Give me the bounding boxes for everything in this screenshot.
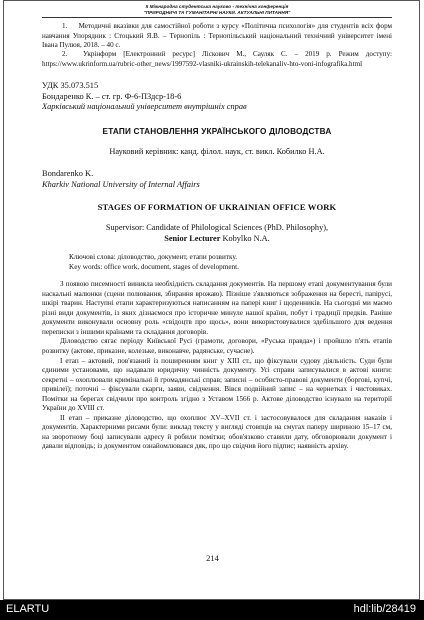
- supervisor-en-name: Kobylko N.A.: [220, 234, 270, 244]
- author-block-en: [42, 169, 392, 190]
- supervisor-ua: Науковий керівник: канд. філол. наук, ст. викл. Кобилко Н.А.: [109, 147, 325, 156]
- reference-number: 1.: [62, 22, 68, 31]
- supervisor-en-line1: Supervisor: Candidate of Philological Sciences (PhD. Philosophy),: [105, 223, 329, 233]
- affiliation-en: Kharkiv National University of Internal Affairs: [42, 179, 200, 189]
- title-ua: ЕТАПИ СТАНОВЛЕННЯ УКРАЇНСЬКОГО ДІЛОВОДСТВА: [102, 127, 332, 136]
- body-paragraph: Діловодство сягає періоду Київської Русі (грамоти, договори, «Руська правда») і пройшло п'ять етапів розвитку (актове, приказне, колезьке, виконавче, радянське, сучасне).: [42, 337, 392, 356]
- reference-number: 2.: [62, 50, 68, 59]
- udc-block: [42, 81, 392, 113]
- author-en: Bondarenko K.: [42, 169, 94, 178]
- affiliation-ua: Харківський національний університет внутрішніх справ: [42, 102, 247, 112]
- reference-item: [42, 22, 392, 50]
- supervisor-en-line2: [42, 233, 392, 244]
- reference-text: Методичні вказівки для самостійної роботи з курсу «Політична психологія» для студентів всіх форм навчання Упорядник : Стоцький Я.В. – Тернопіль : Тернопільський національний технічний університет імені Івана Пулюя, 2018. – 40 с.: [42, 22, 392, 49]
- page-number: 214: [206, 553, 219, 563]
- author-ua: Бондаренко К. – ст. гр. Ф-6-ПЗдср-18-6: [42, 91, 182, 101]
- body-paragraph: II етап – приказне діловодство, що охоплює XV–XVII ст. і застосовувалося для складання наказів і документів. Характерними рисами були: виклад тексту у вигляді стовпців на смугах паперу шириною 15–17 см, на зворотному боці записували адресу й робили помітки; обов'язково ставили дату, обговорювали документ і давали відповідь; із документом ознайомлювався дяк, про що свідчив його підпис; наявність архіву.: [42, 413, 392, 451]
- footer-bar: [0, 600, 424, 620]
- keywords-en: Key words: office work, document, stages of development.: [69, 262, 239, 271]
- handle-id: hdl:lib/28419: [353, 603, 416, 615]
- keywords-block: [42, 253, 392, 272]
- page-content: [42, 1, 392, 452]
- repository-name: ELARTU: [6, 603, 50, 615]
- reference-text: Укрінформ [Електронний ресурс] Ліскович М., Сауляк С. – 2019 р. Режим доступу: https://www.ukrinform.ua/rubric-other_news/1997592-vlasniki-ukrainskih-telekanaliv-hto-voni-infografika.html: [42, 50, 393, 68]
- conference-header-line2: "ПРИРОДНИЧІ ТА ГУМАНІТАРНІ НАУКИ. АКТУАЛЬНІ ПИТАННЯ": [143, 9, 291, 15]
- supervisor-en-position: Senior Lecturer: [164, 234, 221, 244]
- title-en: STAGES OF FORMATION OF UKRAINIAN OFFICE WORK: [97, 202, 337, 213]
- conference-header: [42, 4, 392, 15]
- udc-code: УДК 35.073.515: [42, 81, 99, 91]
- supervisor-en: [42, 222, 392, 244]
- body-text: [42, 280, 392, 452]
- body-paragraph: I етап – актовий, пов'язаний із поширенням книг у XIII ст., що фіксували судову діяльність. Суди були єдиними установами, що надавали юридичну чинність документу. Усі справи записувалися в актові книги: секретні – охоплювали кримінальні й громадянські справ; записні – особисто-правові документи (боргові, купчі, привілеї); поточні – фіксували скарги, заяви, свідчення. Вівся подвійний запис – на чернетках і чистовиках. Помітки на берегах свідчили про контроль згідно з Уставом 1566 р. Актове діловодство існувало на території України до XVIII ст.: [42, 356, 392, 413]
- document-page: [3, 0, 420, 600]
- body-paragraph: З появою писемності виникла необхідність складання документів. На першому етапі документування були наскальні малюнки (сцени полювання, збирання врожаю). Пізніше з'являються зображення на бересті, папірусі, шкірі тварин. Наступні етапи характеризуються написанням на папері книг і щоденників. На сьогодні ми маємо різні види документів, із яких дізнаємося про історичне минуле нашої країни, побут і традиції предків. Раніше документи виконували основну роль «свідоцтв про щось», вони використовувалися здебільшого для ведення переписки з іншими країнами та складання договорів.: [42, 280, 392, 336]
- keywords-ua: Ключові слова: діловодство, документ, етапи розвитку.: [69, 253, 238, 262]
- header-divider: [42, 17, 392, 18]
- reference-item: [42, 50, 392, 69]
- conference-header-line1: II Міжнародна студентська науково - технічна конференція: [145, 4, 289, 9]
